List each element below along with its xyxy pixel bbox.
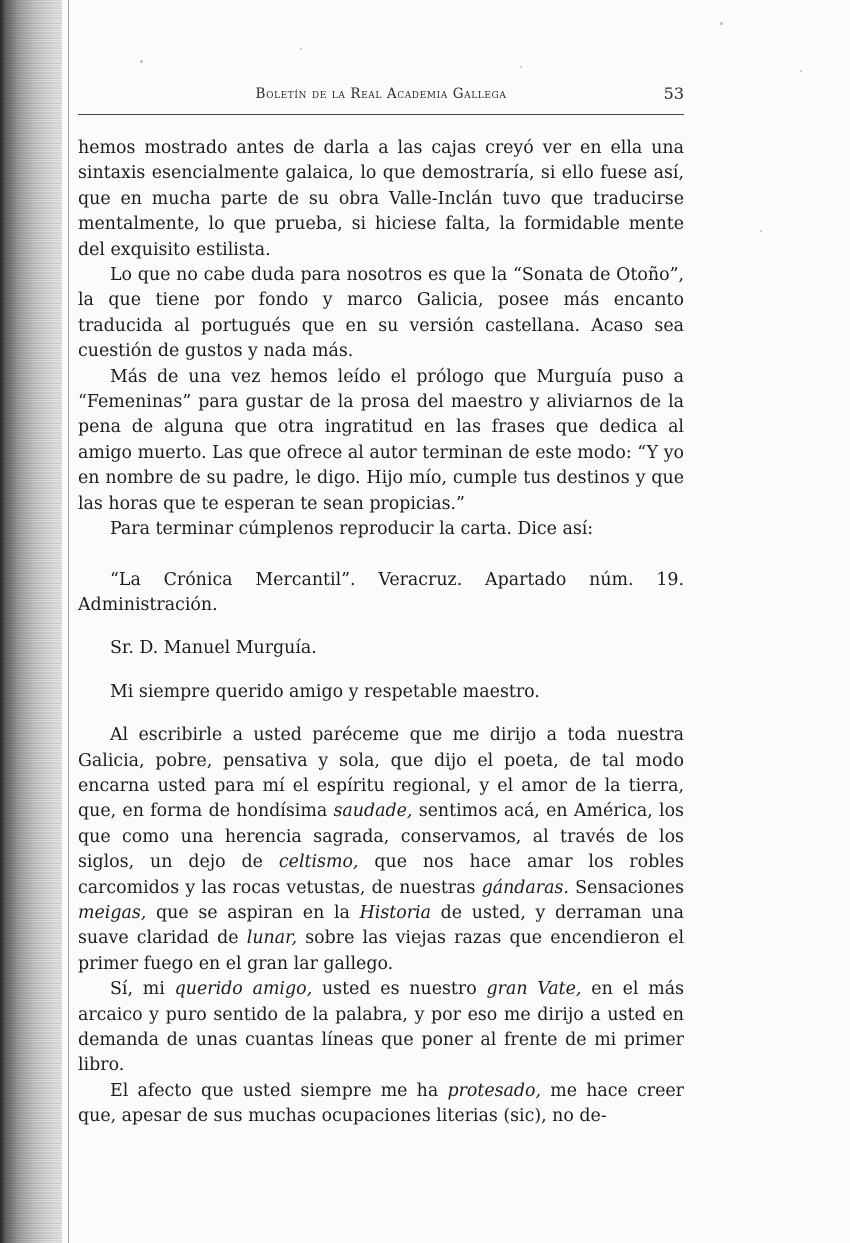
- italic-term: saudade,: [333, 801, 413, 822]
- italic-term: gándaras.: [481, 877, 569, 898]
- paragraph-sonata: Lo que no cabe duda para nosotros es que la “Sonata de Otoño”, la que tiene por fondo y marco Galicia, posee más encanto traducida al portugués que en su versión castellana. Acaso sea cuestión de gustos y nada más.: [78, 265, 684, 362]
- letter-paragraph-galicia: [78, 723, 684, 977]
- header-rule: [78, 114, 684, 115]
- scan-speck: [760, 230, 762, 232]
- italic-term: protesado,: [447, 1080, 542, 1101]
- text-run: El afecto que usted siempre me ha: [110, 1080, 448, 1101]
- body-text: [78, 136, 684, 1130]
- running-head: [78, 84, 684, 108]
- text-run: Al escribirle a usted paréceme que me dirijo a toda nuestra Galicia, pobre, pensativa y sola, que dijo el poeta, de tal modo encarna usted para mí el espíritu regional, y el amor de la tierra, que, en forma de hondísima: [78, 725, 684, 822]
- italic-term: lunar,: [246, 928, 298, 949]
- text-run: de usted, y derraman una suave claridad de: [78, 902, 684, 949]
- paragraph-femeninas: Más de una vez hemos leído el prólogo que Murguía puso a “Femeninas” para gustar de la prosa del maestro y aliviarnos de la pena de alguna que otra ingratitud en las frases que dedica al amigo muerto. Las que ofrece al autor terminan de este modo: “Y yo en nombre de su padre, le digo. Hijo mío, cumple tus destinos y que las horas que te esperan te sean propicias.”: [78, 366, 684, 514]
- letter-heading: “La Crónica Mercantil”. Veracruz. Apartado núm. 19. Administración.: [78, 569, 684, 615]
- letter-salutation: Mi siempre querido amigo y respetable maestro.: [110, 681, 540, 702]
- text-run: en el más arcaico y puro sentido de la palabra, y por eso me dirijo a usted en demanda de unas cuantas líneas que poner al frente de mi primer libro.: [78, 979, 685, 1076]
- text-run: Sí, mi: [110, 979, 175, 1000]
- scan-speck: [300, 48, 302, 50]
- letter-addressee: Sr. D. Manuel Murguía.: [110, 638, 317, 659]
- paragraph-continuation: hemos mostrado antes de darla a las cajas creyó ver en ella una sintaxis esencialmente galaica, lo que demostraría, si ello fuese así, que en mucha parte de su obra Valle-Inclán tuvo que traducirse mentalmente, lo que prueba, si hiciese falta, la formidable mente del exquisito estilista.: [78, 138, 684, 260]
- text-run: Sensaciones: [568, 877, 684, 898]
- letter-paragraph-vate: [78, 977, 684, 1079]
- italic-term: gran Vate,: [486, 979, 582, 1000]
- scan-speck: [520, 66, 522, 68]
- scan-speck: [800, 70, 802, 72]
- text-run: que nos hace amar los robles carcomidos y las rocas vetustas, de nuestras: [78, 852, 684, 898]
- text-run: sobre las viejas razas que encendieron el primer fuego en el gran lar gallego.: [78, 928, 685, 974]
- running-title: Boletín de la Real Academia Gallega: [255, 86, 507, 102]
- text-run: me hace creer que, apesar de sus muchas ocupaciones literias (sic), no de-: [78, 1080, 684, 1127]
- italic-term: celtismo,: [278, 852, 359, 873]
- text-run: que se aspiran en la: [146, 902, 360, 923]
- binding-shadow: [0, 0, 62, 1243]
- text-run: sentimos acá, en América, los que como una herencia sagrada, conservamos, al través de los siglos, un dejo de: [78, 801, 684, 873]
- letter-paragraph-afecto: [78, 1079, 684, 1130]
- text-run: usted es nuestro: [312, 979, 487, 1000]
- paragraph-carta-intro: Para terminar cúmplenos reproducir la carta. Dice así:: [110, 519, 594, 540]
- italic-term: Historia: [359, 902, 431, 923]
- scan-speck: [720, 22, 723, 25]
- scan-speck: [140, 60, 143, 63]
- italic-term: querido amigo,: [174, 979, 313, 1000]
- page-number: 53: [663, 84, 684, 103]
- italic-term: meigas,: [78, 902, 147, 923]
- binding-line: [68, 0, 69, 1243]
